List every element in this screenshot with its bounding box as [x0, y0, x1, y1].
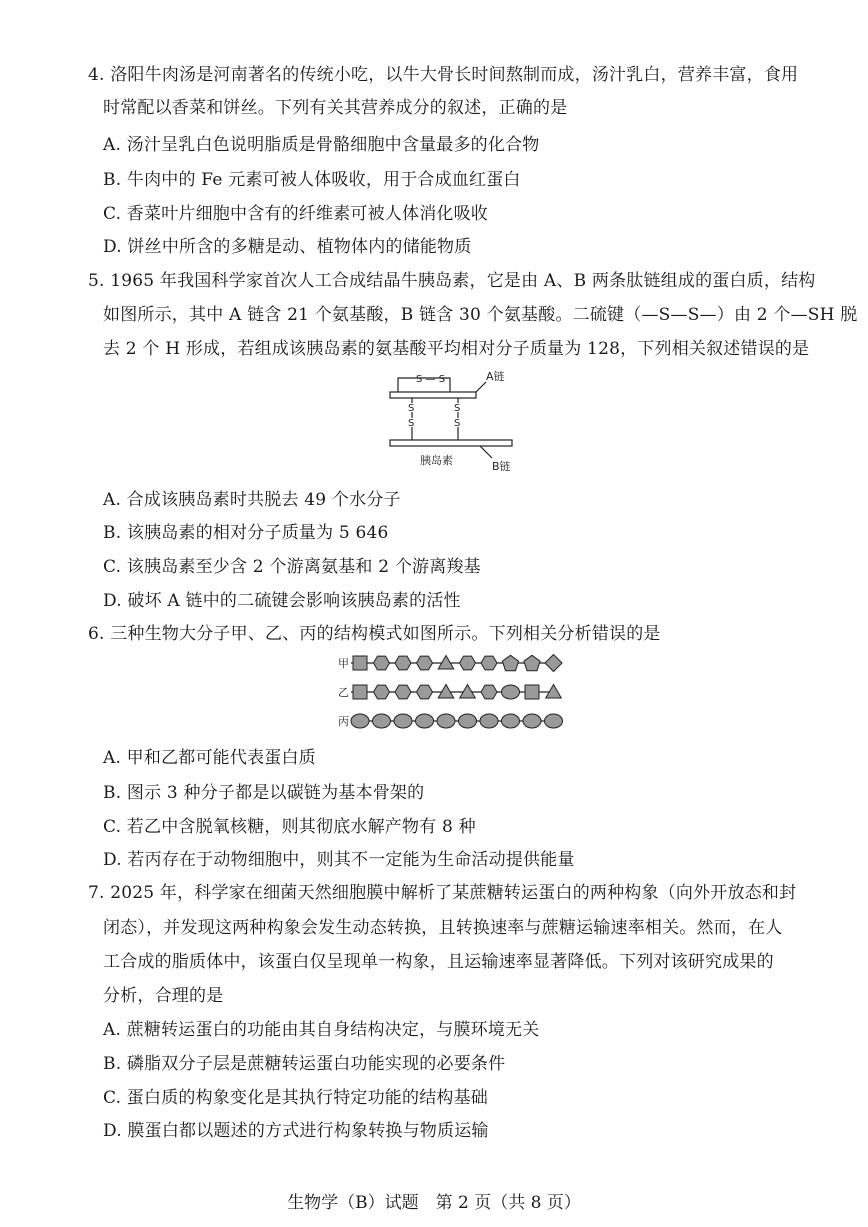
sulfur-label: S [454, 403, 461, 414]
q4-stem-line-1: 4. 洛阳牛肉汤是河南著名的传统小吃，以牛大骨长时间熬制而成，汤汁乳白，营养丰富，食用 [88, 65, 799, 85]
monomer-hexagon [417, 656, 433, 670]
q4-option-b: B. 牛肉中的 Fe 元素可被人体吸收，用于合成血红蛋白 [103, 170, 521, 190]
monomer-square [525, 685, 539, 699]
monomer-triangle [546, 685, 562, 699]
sulfur-label: S [408, 418, 415, 429]
monomer-hexagon [481, 656, 497, 670]
q7-option-b: B. 磷脂双分子层是蔗糖转运蛋白功能实现的必要条件 [103, 1054, 506, 1074]
q5-option-b: B. 该胰岛素的相对分子质量为 5 646 [103, 523, 389, 543]
monomer-ellipse [394, 714, 412, 728]
molecule-label: 甲 [338, 657, 349, 670]
q5-stem-line-2: 如图所示，其中 A 链含 21 个氨基酸，B 链含 30 个氨基酸。二硫键（—S—S—）由 2 个—SH 脱 [103, 305, 858, 325]
monomer-hexagon [395, 656, 411, 670]
q7-stem-line-1: 7. 2025 年，科学家在细菌天然细胞膜中解析了某蔗糖转运蛋白的两种构象（向外开放态和封 [88, 883, 797, 903]
q5-stem-line-3: 去 2 个 H 形成，若组成该胰岛素的氨基酸平均相对分子质量为 128，下列相关叙述错误的是 [103, 339, 810, 359]
q7-option-c: C. 蛋白质的构象变化是其执行特定功能的结构基础 [103, 1088, 489, 1108]
q6-stem: 6. 三种生物大分子甲、乙、丙的结构模式如图所示。下列相关分析错误的是 [88, 624, 661, 644]
monomer-ellipse [502, 685, 520, 699]
monomer-hexagon [481, 685, 497, 699]
insulin-caption: 胰岛素 [420, 454, 453, 467]
monomer-pentagon [502, 655, 518, 670]
monomer-ellipse [351, 714, 369, 728]
monomer-hexagon [374, 685, 390, 699]
monomer-ellipse [459, 714, 477, 728]
monomer-hexagon [374, 656, 390, 670]
q5-option-c: C. 该胰岛素至少含 2 个游离氨基和 2 个游离羧基 [103, 557, 481, 577]
q6-option-b: B. 图示 3 种分子都是以碳链为基本骨架的 [103, 783, 425, 803]
page-footer: 生物学（B）试题 第 2 页（共 8 页） [287, 1193, 581, 1213]
monomer-square [353, 656, 367, 670]
monomer-ellipse [373, 714, 391, 728]
monomer-ellipse [502, 714, 520, 728]
q5-option-d: D. 破坏 A 链中的二硫键会影响该胰岛素的活性 [103, 591, 461, 611]
a-chain-label: A链 [486, 370, 505, 383]
monomer-triangle [460, 685, 476, 699]
monomer-ellipse [545, 714, 563, 728]
q5-option-a: A. 合成该胰岛素时共脱去 49 个水分子 [103, 490, 401, 510]
q7-stem-line-4: 分析，合理的是 [103, 986, 224, 1006]
q7-option-a: A. 蔗糖转运蛋白的功能由其自身结构决定，与膜环境无关 [103, 1020, 540, 1040]
q5-stem-line-1: 5. 1965 年我国科学家首次人工合成结晶牛胰岛素，它是由 A、B 两条肽链组成的蛋白质，结构 [88, 271, 816, 291]
monomer-hexagon [460, 656, 476, 670]
macromolecule-structure-figure [338, 651, 588, 739]
q4-option-a: A. 汤汁呈乳白色说明脂质是骨骼细胞中含量最多的化合物 [103, 135, 540, 155]
q7-stem-line-3: 工合成的脂质体中，该蛋白仅呈现单一构象，且运输速率显著降低。下列对该研究成果的 [103, 952, 774, 972]
q4-option-d: D. 饼丝中所含的多糖是动、植物体内的储能物质 [103, 237, 472, 257]
monomer-triangle [438, 685, 454, 699]
q7-option-d: D. 膜蛋白都以题述的方式进行构象转换与物质运输 [103, 1121, 489, 1141]
b-chain-label: B链 [492, 460, 511, 473]
q6-option-a: A. 甲和乙都可能代表蛋白质 [103, 748, 316, 768]
a-chain-bar [390, 392, 476, 398]
insulin-structure-figure [380, 366, 540, 478]
monomer-ellipse [523, 714, 541, 728]
sulfur-label: S [454, 418, 461, 429]
q4-option-c: C. 香菜叶片细胞中含有的纤维素可被人体消化吸收 [103, 204, 489, 224]
b-chain-bar [390, 440, 512, 446]
q6-option-c: C. 若乙中含脱氧核糖，则其彻底水解产物有 8 种 [103, 817, 476, 837]
monomer-diamond [545, 655, 562, 672]
monomer-ellipse [437, 714, 455, 728]
monomer-square [353, 685, 367, 699]
monomer-hexagon [417, 685, 433, 699]
monomer-ellipse [416, 714, 434, 728]
molecule-label: 乙 [338, 686, 349, 699]
q6-option-d: D. 若丙存在于动物细胞中，则其不一定能为生命活动提供能量 [103, 850, 575, 870]
monomer-ellipse [480, 714, 498, 728]
molecule-label: 丙 [338, 715, 349, 728]
monomer-triangle [438, 656, 454, 670]
intra-chain-disulfide-label: S — S [416, 374, 446, 385]
monomer-hexagon [395, 685, 411, 699]
monomer-pentagon [524, 655, 540, 670]
q7-stem-line-2: 闭态），并发现这两种构象会发生动态转换，且转换速率与蔗糖运输速率相关。然而，在人 [103, 918, 783, 938]
sulfur-label: S [408, 403, 415, 414]
q4-stem-line-2: 时常配以香菜和饼丝。下列有关其营养成分的叙述，正确的是 [103, 98, 568, 118]
